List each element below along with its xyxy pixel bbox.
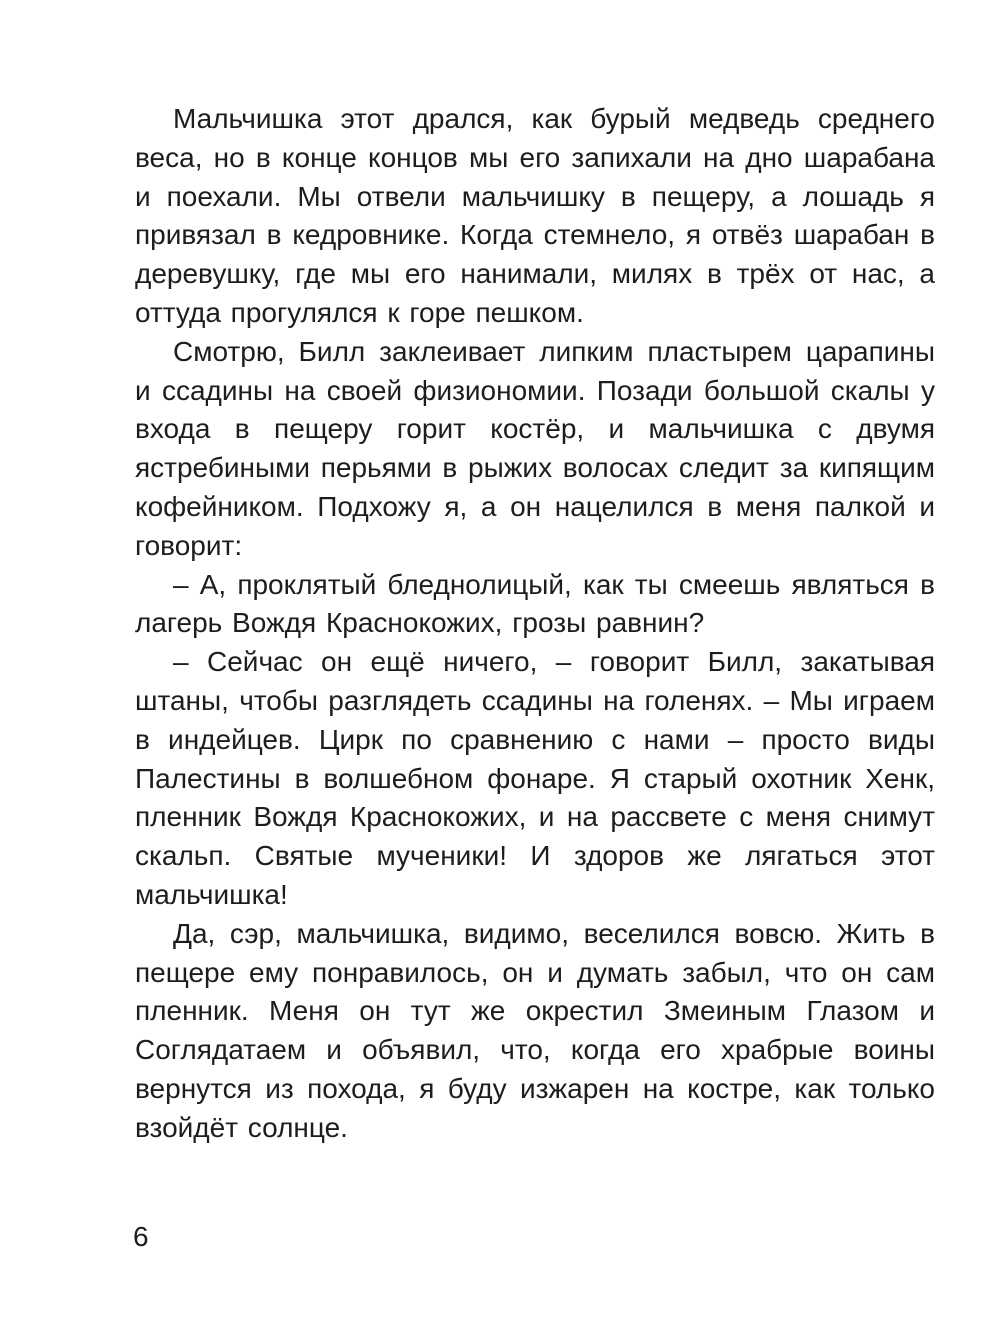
paragraph-1: Мальчишка этот дрался, как бурый медведь среднего веса, но в конце концов мы его запихали на дно шарабана и поехали. Мы отвели мальчишку в пещеру, а лошадь я привязал в кедровнике. Когда стемнело, я отвёз шарабан в деревушку, где мы его нанимали, милях в трёх от нас, а оттуда прогулялся к горе пешком. [135, 103, 935, 328]
paragraph-2: Смотрю, Билл заклеивает липким пластырем царапины и ссадины на своей физиономии. Позади большой скалы у входа в пещеру горит костёр, и мальчишка с двумя ястребиными перьями в рыжих волосах следит за кипящим кофейником. Подхожу я, а он нацелился в меня палкой и говорит: [135, 335, 935, 561]
paragraph-4: – Сейчас он ещё ничего, – говорит Билл, закатывая штаны, чтобы разглядеть ссадины на голенях. – Мы играем в индейцев. Цирк по сравнению с нами – просто виды Палестины в волшебном фонаре. Я старый охотник Хенк, пленник Вождя Краснокожих, и на рассвете с меня снимут скальп. Святые мученики! И здоров же лягаться этот мальчишка! [135, 646, 935, 910]
text-block [135, 100, 935, 1148]
paragraph-3: – А, проклятый бледнолицый, как ты смеешь являться в лагерь Вождя Краснокожих, грозы равнин? [135, 568, 935, 639]
paragraph-5: Да, сэр, мальчишка, видимо, веселился вовсю. Жить в пещере ему понравилось, он и думать забыл, что он сам пленник. Меня он тут же окрестил Змеиным Глазом и Соглядатаем и объявил, что, когда его храбрые воины вернутся из похода, я буду изжарен на костре, как только взойдёт солнце. [135, 917, 935, 1143]
page-number: 6 [133, 1221, 149, 1252]
